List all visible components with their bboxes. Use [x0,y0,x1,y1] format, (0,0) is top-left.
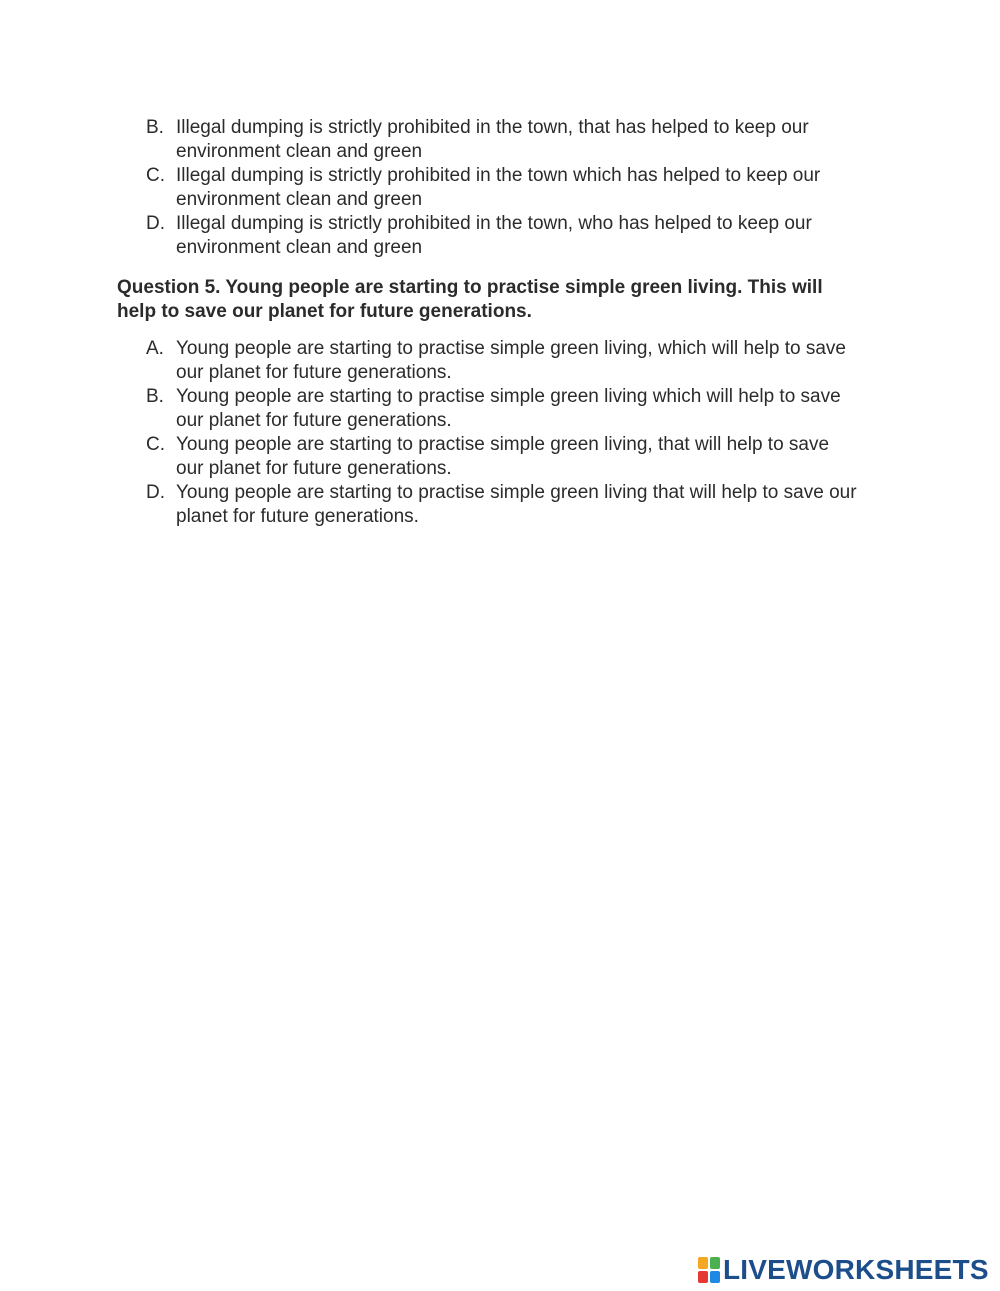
question-prompt-line: Question 5. Young people are starting to practise simple green living. This will [117,277,823,298]
option-b[interactable] [146,116,906,164]
option-text-line: Young people are starting to practise simple green living, that will help to save [176,434,830,455]
option-text-line: Illegal dumping is strictly prohibited in the town, who has helped to keep our [176,213,812,234]
question-prompt-line: help to save our planet for future generations. [117,301,532,322]
logo-block [710,1257,720,1269]
question-5-options [146,337,906,529]
option-text-line: Young people are starting to practise simple green living which will help to save [176,386,841,407]
option-letter: D. [146,482,165,503]
option-c[interactable] [146,164,906,212]
option-letter: C. [146,165,165,186]
option-c[interactable] [146,433,906,481]
option-text-line: our planet for future generations. [176,362,452,383]
question-5-prompt [117,276,877,324]
option-text-line: our planet for future generations. [176,410,452,431]
logo-block [698,1271,708,1283]
logo-block [710,1271,720,1283]
logo-block [698,1257,708,1269]
option-text-line: environment clean and green [176,189,423,210]
option-letter: A. [146,338,164,359]
option-text-line: Young people are starting to practise simple green living, which will help to save [176,338,846,359]
option-letter: B. [146,386,164,407]
option-letter: C. [146,434,165,455]
previous-question-options [146,116,906,260]
logo-wordmark: LIVEWORKSHEETS [723,1254,989,1285]
option-text-line: Illegal dumping is strictly prohibited in the town which has helped to keep our [176,165,821,186]
option-text-line: planet for future generations. [176,506,419,527]
option-text-line: environment clean and green [176,141,423,162]
option-d[interactable] [146,212,906,260]
logo-mark-icon [698,1257,720,1283]
option-a[interactable] [146,337,906,385]
option-text-line: Young people are starting to practise simple green living that will help to save our [176,482,857,503]
option-text-line: Illegal dumping is strictly prohibited in the town, that has helped to keep our [176,117,809,138]
option-letter: B. [146,117,164,138]
option-b[interactable] [146,385,906,433]
option-d[interactable] [146,481,906,529]
option-letter: D. [146,213,165,234]
option-text-line: our planet for future generations. [176,458,452,479]
liveworksheets-logo[interactable] [698,1255,989,1285]
option-text-line: environment clean and green [176,237,423,258]
